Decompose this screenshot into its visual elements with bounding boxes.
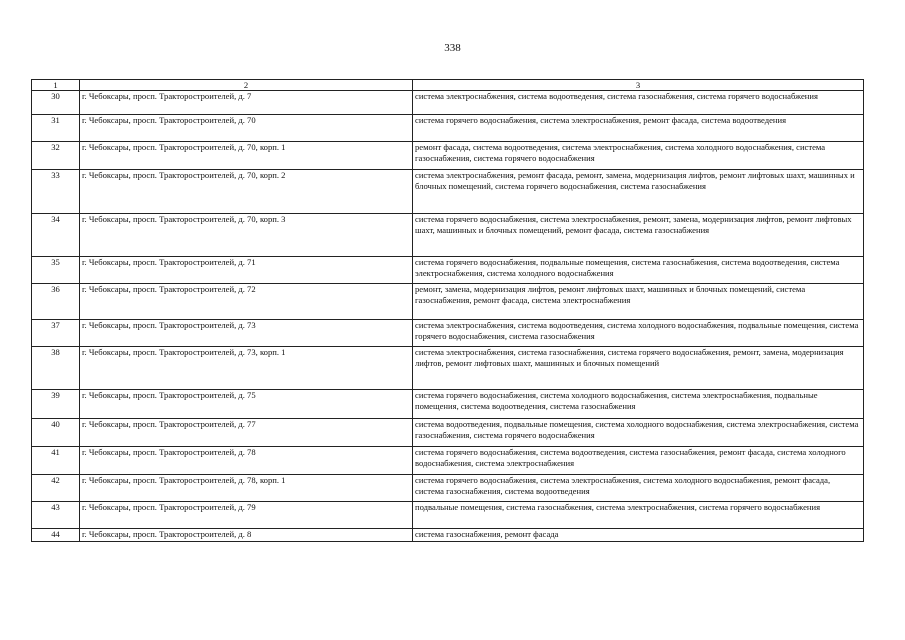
table-row: [32, 419, 864, 447]
table-row: [32, 170, 864, 214]
row-works: ремонт, замена, модернизация лифтов, ремонт лифтовых шахт, машинных и блочных помещений, система газоснабжения, ремонт фасада, система электроснабжения: [413, 284, 864, 320]
row-address: г. Чебоксары, просп. Тракторостроителей, д. 70, корп. 3: [80, 214, 413, 257]
registry-table: [31, 79, 864, 542]
row-number: 30: [32, 91, 80, 115]
table-row: [32, 91, 864, 115]
table-row: [32, 447, 864, 475]
row-address: г. Чебоксары, просп. Тракторостроителей, д. 79: [80, 502, 413, 529]
row-number: 36: [32, 284, 80, 320]
row-address: г. Чебоксары, просп. Тракторостроителей, д. 75: [80, 390, 413, 419]
column-header-number: 1: [32, 80, 80, 91]
table-row: [32, 257, 864, 284]
table-row: [32, 115, 864, 142]
row-number: 35: [32, 257, 80, 284]
row-number: 32: [32, 142, 80, 170]
row-address: г. Чебоксары, просп. Тракторостроителей, д. 73: [80, 320, 413, 347]
row-works: система электроснабжения, система водоотведения, система газоснабжения, система горячего водоснабжения: [413, 91, 864, 115]
row-number: 42: [32, 475, 80, 502]
row-address: г. Чебоксары, просп. Тракторостроителей, д. 72: [80, 284, 413, 320]
row-address: г. Чебоксары, просп. Тракторостроителей, д. 78: [80, 447, 413, 475]
row-number: 44: [32, 529, 80, 542]
row-address: г. Чебоксары, просп. Тракторостроителей, д. 70: [80, 115, 413, 142]
row-number: 31: [32, 115, 80, 142]
row-number: 38: [32, 347, 80, 390]
column-header-works: 3: [413, 80, 864, 91]
table-row: [32, 284, 864, 320]
column-header-address: 2: [80, 80, 413, 91]
row-address: г. Чебоксары, просп. Тракторостроителей, д. 71: [80, 257, 413, 284]
row-works: система электроснабжения, система водоотведения, система холодного водоснабжения, подвальные помещения, система горячего водоснабжения, система газоснабжения: [413, 320, 864, 347]
row-number: 41: [32, 447, 80, 475]
row-address: г. Чебоксары, просп. Тракторостроителей, д. 70, корп. 1: [80, 142, 413, 170]
row-address: г. Чебоксары, просп. Тракторостроителей, д. 73, корп. 1: [80, 347, 413, 390]
row-number: 37: [32, 320, 80, 347]
row-number: 39: [32, 390, 80, 419]
page-number: 338: [444, 42, 461, 54]
row-address: г. Чебоксары, просп. Тракторостроителей, д. 70, корп. 2: [80, 170, 413, 214]
row-works: система горячего водоснабжения, система электроснабжения, ремонт, замена, модернизация лифтов, ремонт лифтовых шахт, машинных и блочных помещений, ремонт фасада, система газоснабжения: [413, 214, 864, 257]
row-works: система горячего водоснабжения, система водоотведения, система газоснабжения, ремонт фасада, система холодного водоснабжения, система электроснабжения: [413, 447, 864, 475]
table-row: [32, 529, 864, 542]
row-works: система газоснабжения, ремонт фасада: [413, 529, 864, 542]
table-row: [32, 390, 864, 419]
row-works: система электроснабжения, система газоснабжения, система горячего водоснабжения, ремонт, замена, модернизация лифтов, ремонт лифтовых шахт, машинных и блочных помещений: [413, 347, 864, 390]
row-works: система электроснабжения, ремонт фасада, ремонт, замена, модернизация лифтов, ремонт лифтовых шахт, машинных и блочных помещений, система горячего водоснабжения, система газоснабжения: [413, 170, 864, 214]
row-address: г. Чебоксары, просп. Тракторостроителей, д. 8: [80, 529, 413, 542]
table-row: [32, 320, 864, 347]
row-address: г. Чебоксары, просп. Тракторостроителей, д. 78, корп. 1: [80, 475, 413, 502]
row-address: г. Чебоксары, просп. Тракторостроителей, д. 7: [80, 91, 413, 115]
row-works: подвальные помещения, система газоснабжения, система электроснабжения, система горячего водоснабжения: [413, 502, 864, 529]
row-number: 34: [32, 214, 80, 257]
row-number: 33: [32, 170, 80, 214]
row-works: система горячего водоснабжения, система электроснабжения, система холодного водоснабжения, ремонт фасада, система газоснабжения, система водоотведения: [413, 475, 864, 502]
table-row: [32, 214, 864, 257]
table-row: [32, 142, 864, 170]
row-number: 40: [32, 419, 80, 447]
row-works: система горячего водоснабжения, система электроснабжения, ремонт фасада, система водоотведения: [413, 115, 864, 142]
row-works: система горячего водоснабжения, система холодного водоснабжения, система электроснабжения, подвальные помещения, система водоотведения, система газоснабжения: [413, 390, 864, 419]
row-works: система водоотведения, подвальные помещения, система холодного водоснабжения, система электроснабжения, система газоснабжения, система горячего водоснабжения: [413, 419, 864, 447]
table-row: [32, 475, 864, 502]
row-works: система горячего водоснабжения, подвальные помещения, система газоснабжения, система водоотведения, система электроснабжения, система холодного водоснабжения: [413, 257, 864, 284]
table-row: [32, 347, 864, 390]
row-address: г. Чебоксары, просп. Тракторостроителей, д. 77: [80, 419, 413, 447]
row-number: 43: [32, 502, 80, 529]
table-header-row: [32, 80, 864, 91]
table-row: [32, 502, 864, 529]
row-works: ремонт фасада, система водоотведения, система электроснабжения, система холодного водоснабжения, система газоснабжения, система горячего водоснабжения: [413, 142, 864, 170]
